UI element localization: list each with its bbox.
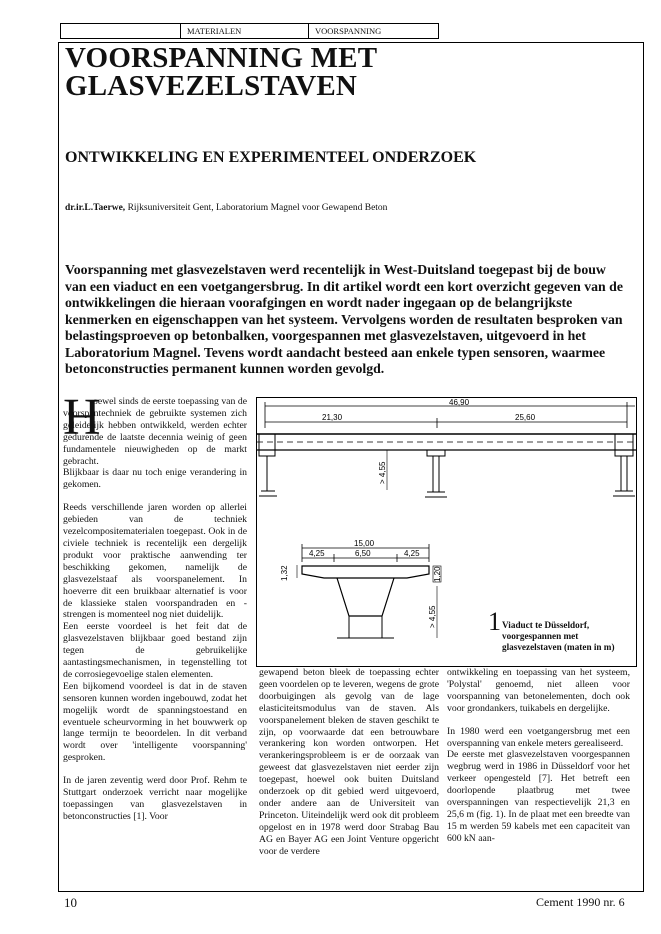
dim-mid: 6,50	[355, 549, 371, 558]
section-tags	[60, 23, 439, 39]
dim-total: 46,90	[449, 398, 470, 407]
author-affiliation: Rijksuniversiteit Gent, Laboratorium Magnel voor Gewapend Beton	[125, 203, 388, 213]
dim-span1: 21,30	[322, 413, 343, 422]
col1-paragraph-1: oewel sinds de eerste toepassing van de voorspantechniek de gebruikte systemen zich geleidelijk hebben ontwikkeld, werden echter gedurende de laatste decennia weinig of geen fundamentele nieuwigheden op de markt gebracht.	[63, 396, 247, 467]
dim-span2: 25,60	[515, 413, 536, 422]
article-title	[65, 44, 585, 100]
journal-reference: Cement 1990 nr. 6	[536, 895, 625, 909]
dim-right: 4,25	[404, 549, 420, 558]
cross-section-pier	[337, 578, 394, 616]
body-column-2	[259, 667, 439, 858]
col2-paragraph-1: gewapend beton bleek de toepassing echter geen voordelen op te leveren, wegens de grote doorbuigingen als gevolg van de lage elasticiteitsmodulus van de staven. Als voorspanelement bleken de staven geschikt te zijn, op voorwaarde dat een betrouwbare verankering kon worden ontworpen. Het verankeringsprobleem is er de oorzaak van geweest dat glasvezelstaven niet eerder zijn toegepast, hoewel ook buiten Duitsland onderzoek op dit gebied werd uitgevoerd, onder andere aan de Universiteit van Princeton. Uiteindelijk werd ook dit probleem opgelost en in 1978 werd door Strabag Bau AG en Bayer AG een Joint Venture opgericht voor de verdere	[259, 667, 439, 857]
col3-paragraph-2: In 1980 werd een voetgangersbrug met een overspanning van enkele meters gerealiseerd.	[447, 725, 630, 749]
figure-number: 1	[488, 607, 501, 636]
col1-paragraph-4: Een eerste voordeel is het feit dat de glasvezelstaven blijkbaar goed bestand zijn tegen de gebruikelijke aantastingsmechanismen, in tegenstelling tot de corrosiegevoelige stalen elementen.	[63, 621, 247, 680]
dim-width: 15,00	[354, 539, 375, 548]
dim-left: 4,25	[309, 549, 325, 558]
tag-voorspanning: VOORSPANNING	[315, 26, 382, 36]
tag-empty	[61, 24, 181, 38]
tag-materialen: MATERIALEN	[181, 24, 309, 38]
dim-depth-right: 1,20	[433, 566, 442, 582]
col1-paragraph-3: Reeds verschillende jaren worden op allerlei gebieden van de techniek vezelcompositematerialen toegepast. Ook in de civiele techniek is recentelijk een dergelijk produkt voor praktische aanwending ter beschikking gekomen, namelijk de glasvezelstaaf als voorspanelement. In hoeverre dit een bruikbaar alternatief is voor de klassieke stalen voorspandraden en -strengen is momenteel nog niet duidelijk.	[63, 502, 247, 621]
col1-paragraph-2: Blijkbaar is daar nu toch enige verandering in gekomen.	[63, 467, 247, 491]
dim-height-elevation: > 4,55	[378, 461, 387, 484]
figure-caption-text: Viaduct te Düsseldorf, voorgespannen met glasvezelstaven (maten in m)	[502, 620, 615, 652]
col1-paragraph-6: In de jaren zeventig werd door Prof. Rehm te Stuttgart onderzoek verricht naar mogelijke toepassingen van glasvezelstaven in betonconstructies [1]. Voor	[63, 775, 247, 822]
lead-paragraph: Voorspanning met glasvezelstaven werd recentelijk in West-Duitsland toegepast bij de bouw van een viaduct en een voetgangersbrug. In dit artikel wordt een kort overzicht gegeven van de ontwikkelingen die hieraan voorafgingen en wordt nader ingegaan op de belangrijkste kenmerken en eigenschappen van het systeem. Vervolgens worden de resultaten besproken van belastingsproeven op betonbalken, voorgespannen met glasvezelstaven, uitgevoerd in het Laboratorium Magnel. Tevens wordt aandacht besteed aan enkele typen sensoren, waarmee betonconstructies permanent kunnen worden gevolgd.	[65, 262, 623, 376]
author-line	[65, 203, 387, 213]
body-column-3	[447, 667, 630, 845]
title-line-1: VOORSPANNING MET	[65, 42, 378, 74]
dim-height-section: > 4,55	[428, 605, 437, 628]
cross-section-slab	[302, 566, 429, 578]
drop-cap: H	[63, 389, 101, 446]
col3-paragraph-1: ontwikkeling en toepassing van het systeem, 'Polystal' genoemd, niet alleen voor voorspanning van betonelementen, doch ook voor grondankers, tuikabels en dergelijke.	[447, 667, 630, 714]
dim-depth-left: 1,32	[280, 565, 289, 581]
body-column-1	[63, 389, 247, 823]
title-line-2: GLASVEZELSTAVEN	[65, 70, 358, 102]
col1-paragraph-5: Een bijkomend voordeel is dat in de staven sensoren kunnen worden ingebouwd, zodat het mogelijk wordt de spanningstoestand en eventuele scheurvorming in het bouwwerk op lange termijn te beoordelen. In dit verband wordt over 'intelligente voorspanning' gesproken.	[63, 680, 247, 764]
author-name: dr.ir.L.Taerwe,	[65, 203, 126, 213]
col3-paragraph-3: De eerste met glasvezelstaven voorgespannen wegbrug werd in 1986 in Düsseldorf voor het verkeer opengesteld [7]. Het betreft een doorlopende plaatbrug met twee overspanningen van respectievelijk 21,3 en 25,6 m (fig. 1). In de plaat met een breedte van 15 m werden 59 kabels met een capaciteit van 600 kN aan-	[447, 749, 630, 844]
article-subtitle: ONTWIKKELING EN EXPERIMENTEEL ONDERZOEK	[65, 149, 477, 166]
page-number: 10	[64, 895, 77, 910]
